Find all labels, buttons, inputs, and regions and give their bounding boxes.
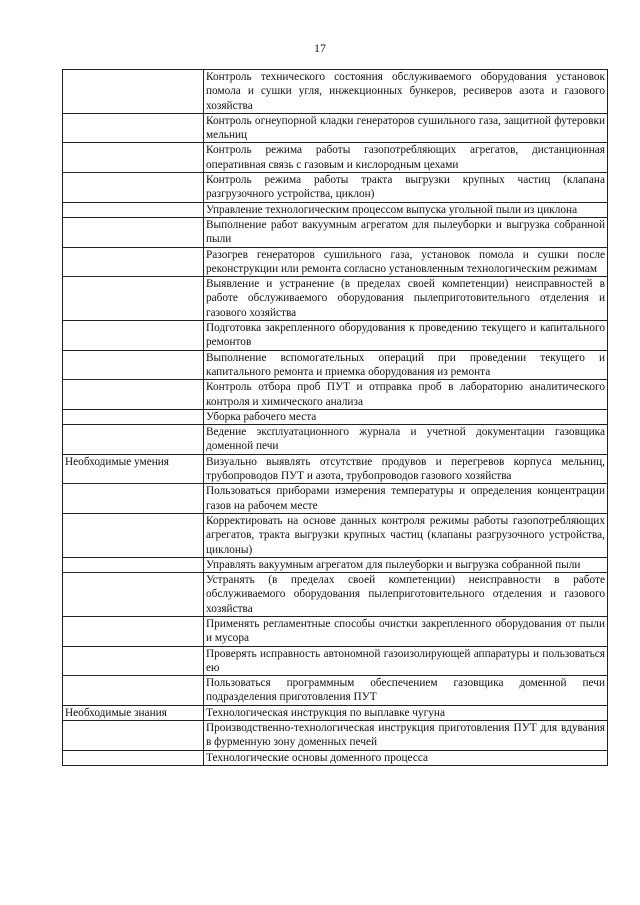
table-row xyxy=(63,573,608,617)
table-row xyxy=(63,173,608,203)
item-cell: Проверять исправность автономной газоизолирующей аппаратуры и пользоваться ею xyxy=(204,646,608,676)
item-cell: Производственно-технологическая инструкция приготовления ПУТ для вдувания в фурменную зону доменных печей xyxy=(204,721,608,751)
item-cell: Технологическая инструкция по выплавке чугуна xyxy=(204,705,608,720)
table-row xyxy=(63,70,608,114)
section-label-cell xyxy=(63,350,204,380)
section-label-cell xyxy=(63,409,204,424)
section-label-cell xyxy=(63,721,204,751)
table-row xyxy=(63,321,608,351)
table-row xyxy=(63,484,608,514)
item-cell: Подготовка закрепленного оборудования к проведению текущего и капитального ремонтов xyxy=(204,321,608,351)
item-cell: Визуально выявлять отсутствие продувов и перегревов корпуса мельниц, трубопроводов ПУТ и азота, трубопроводов газового хозяйства xyxy=(204,454,608,484)
section-label-cell xyxy=(63,113,204,143)
section-label-cell xyxy=(63,557,204,572)
section-label-cell xyxy=(63,513,204,557)
table-row xyxy=(63,350,608,380)
item-cell: Пользоваться приборами измерения температуры и определения концентрации газов на рабочем месте xyxy=(204,484,608,514)
item-cell: Пользоваться программным обеспечением газовщика доменной печи подразделения приготовления ПУТ xyxy=(204,676,608,706)
table-row xyxy=(63,277,608,321)
item-cell: Контроль технического состояния обслуживаемого оборудования установок помола и сушки угля, инжекционных бункеров, ресиверов азота и газового хозяйства xyxy=(204,70,608,114)
table-row xyxy=(63,409,608,424)
competency-table xyxy=(62,69,608,766)
section-label-cell xyxy=(63,425,204,455)
item-cell: Контроль огнеупорной кладки генераторов сушильного газа, защитной футеровки мельниц xyxy=(204,113,608,143)
section-label-cell xyxy=(63,321,204,351)
table-row xyxy=(63,676,608,706)
section-label-cell xyxy=(63,616,204,646)
table-row xyxy=(63,113,608,143)
section-label-cell xyxy=(63,573,204,617)
item-cell: Устранять (в пределах своей компетенции) неисправности в работе обслуживаемого оборудования пылеприготовительного отделения и газового хозяйства xyxy=(204,573,608,617)
item-cell: Контроль режима работы тракта выгрузки крупных частиц (клапана разгрузочного устройства, циклон) xyxy=(204,173,608,203)
section-label-cell xyxy=(63,676,204,706)
item-cell: Применять регламентные способы очистки закрепленного оборудования от пыли и мусора xyxy=(204,616,608,646)
item-cell: Технологические основы доменного процесса xyxy=(204,750,608,765)
table-row xyxy=(63,750,608,765)
section-label-cell xyxy=(63,217,204,247)
table-row xyxy=(63,425,608,455)
item-cell: Корректировать на основе данных контроля режимы работы газопотребляющих агрегатов, тракта выгрузки крупных частиц (клапаны разгрузочного устройства, циклоны) xyxy=(204,513,608,557)
section-label-cell: Необходимые умения xyxy=(63,454,204,484)
table-row xyxy=(63,143,608,173)
item-cell: Контроль режима работы газопотребляющих агрегатов, дистанционная оперативная связь с газовым и кислородным цехами xyxy=(204,143,608,173)
table-row xyxy=(63,557,608,572)
table-row xyxy=(63,721,608,751)
table-row xyxy=(63,380,608,410)
section-label-cell xyxy=(63,277,204,321)
item-cell: Управление технологическим процессом выпуска угольной пыли из циклона xyxy=(204,202,608,217)
item-cell: Уборка рабочего места xyxy=(204,409,608,424)
section-label-cell xyxy=(63,202,204,217)
section-label-cell: Необходимые знания xyxy=(63,705,204,720)
section-label-cell xyxy=(63,646,204,676)
section-label-cell xyxy=(63,173,204,203)
section-label-cell xyxy=(63,484,204,514)
table-row xyxy=(63,247,608,277)
item-cell: Ведение эксплуатационного журнала и учетной документации газовщика доменной печи xyxy=(204,425,608,455)
item-cell: Управлять вакуумным агрегатом для пылеуборки и выгрузка собранной пыли xyxy=(204,557,608,572)
item-cell: Выявление и устранение (в пределах своей компетенции) неисправностей в работе обслуживаемого оборудования пылеприготовительного отделения и газового хозяйства xyxy=(204,277,608,321)
item-cell: Разогрев генераторов сушильного газа, установок помола и сушки после реконструкции или ремонта согласно установленным технологическим режимам xyxy=(204,247,608,277)
item-cell: Выполнение вспомогательных операций при проведении текущего и капитального ремонта и приемка оборудования из ремонта xyxy=(204,350,608,380)
table-row xyxy=(63,454,608,484)
section-label-cell xyxy=(63,143,204,173)
table-row xyxy=(63,616,608,646)
table-row xyxy=(63,217,608,247)
table-row xyxy=(63,202,608,217)
table-row xyxy=(63,513,608,557)
item-cell: Контроль отбора проб ПУТ и отправка проб в лабораторию аналитического контроля и химического анализа xyxy=(204,380,608,410)
page-number: 17 xyxy=(314,41,326,55)
section-label-cell xyxy=(63,247,204,277)
section-label-cell xyxy=(63,380,204,410)
table-row xyxy=(63,705,608,720)
section-label-cell xyxy=(63,70,204,114)
table-row xyxy=(63,646,608,676)
item-cell: Выполнение работ вакуумным агрегатом для пылеуборки и выгрузка собранной пыли xyxy=(204,217,608,247)
section-label-cell xyxy=(63,750,204,765)
